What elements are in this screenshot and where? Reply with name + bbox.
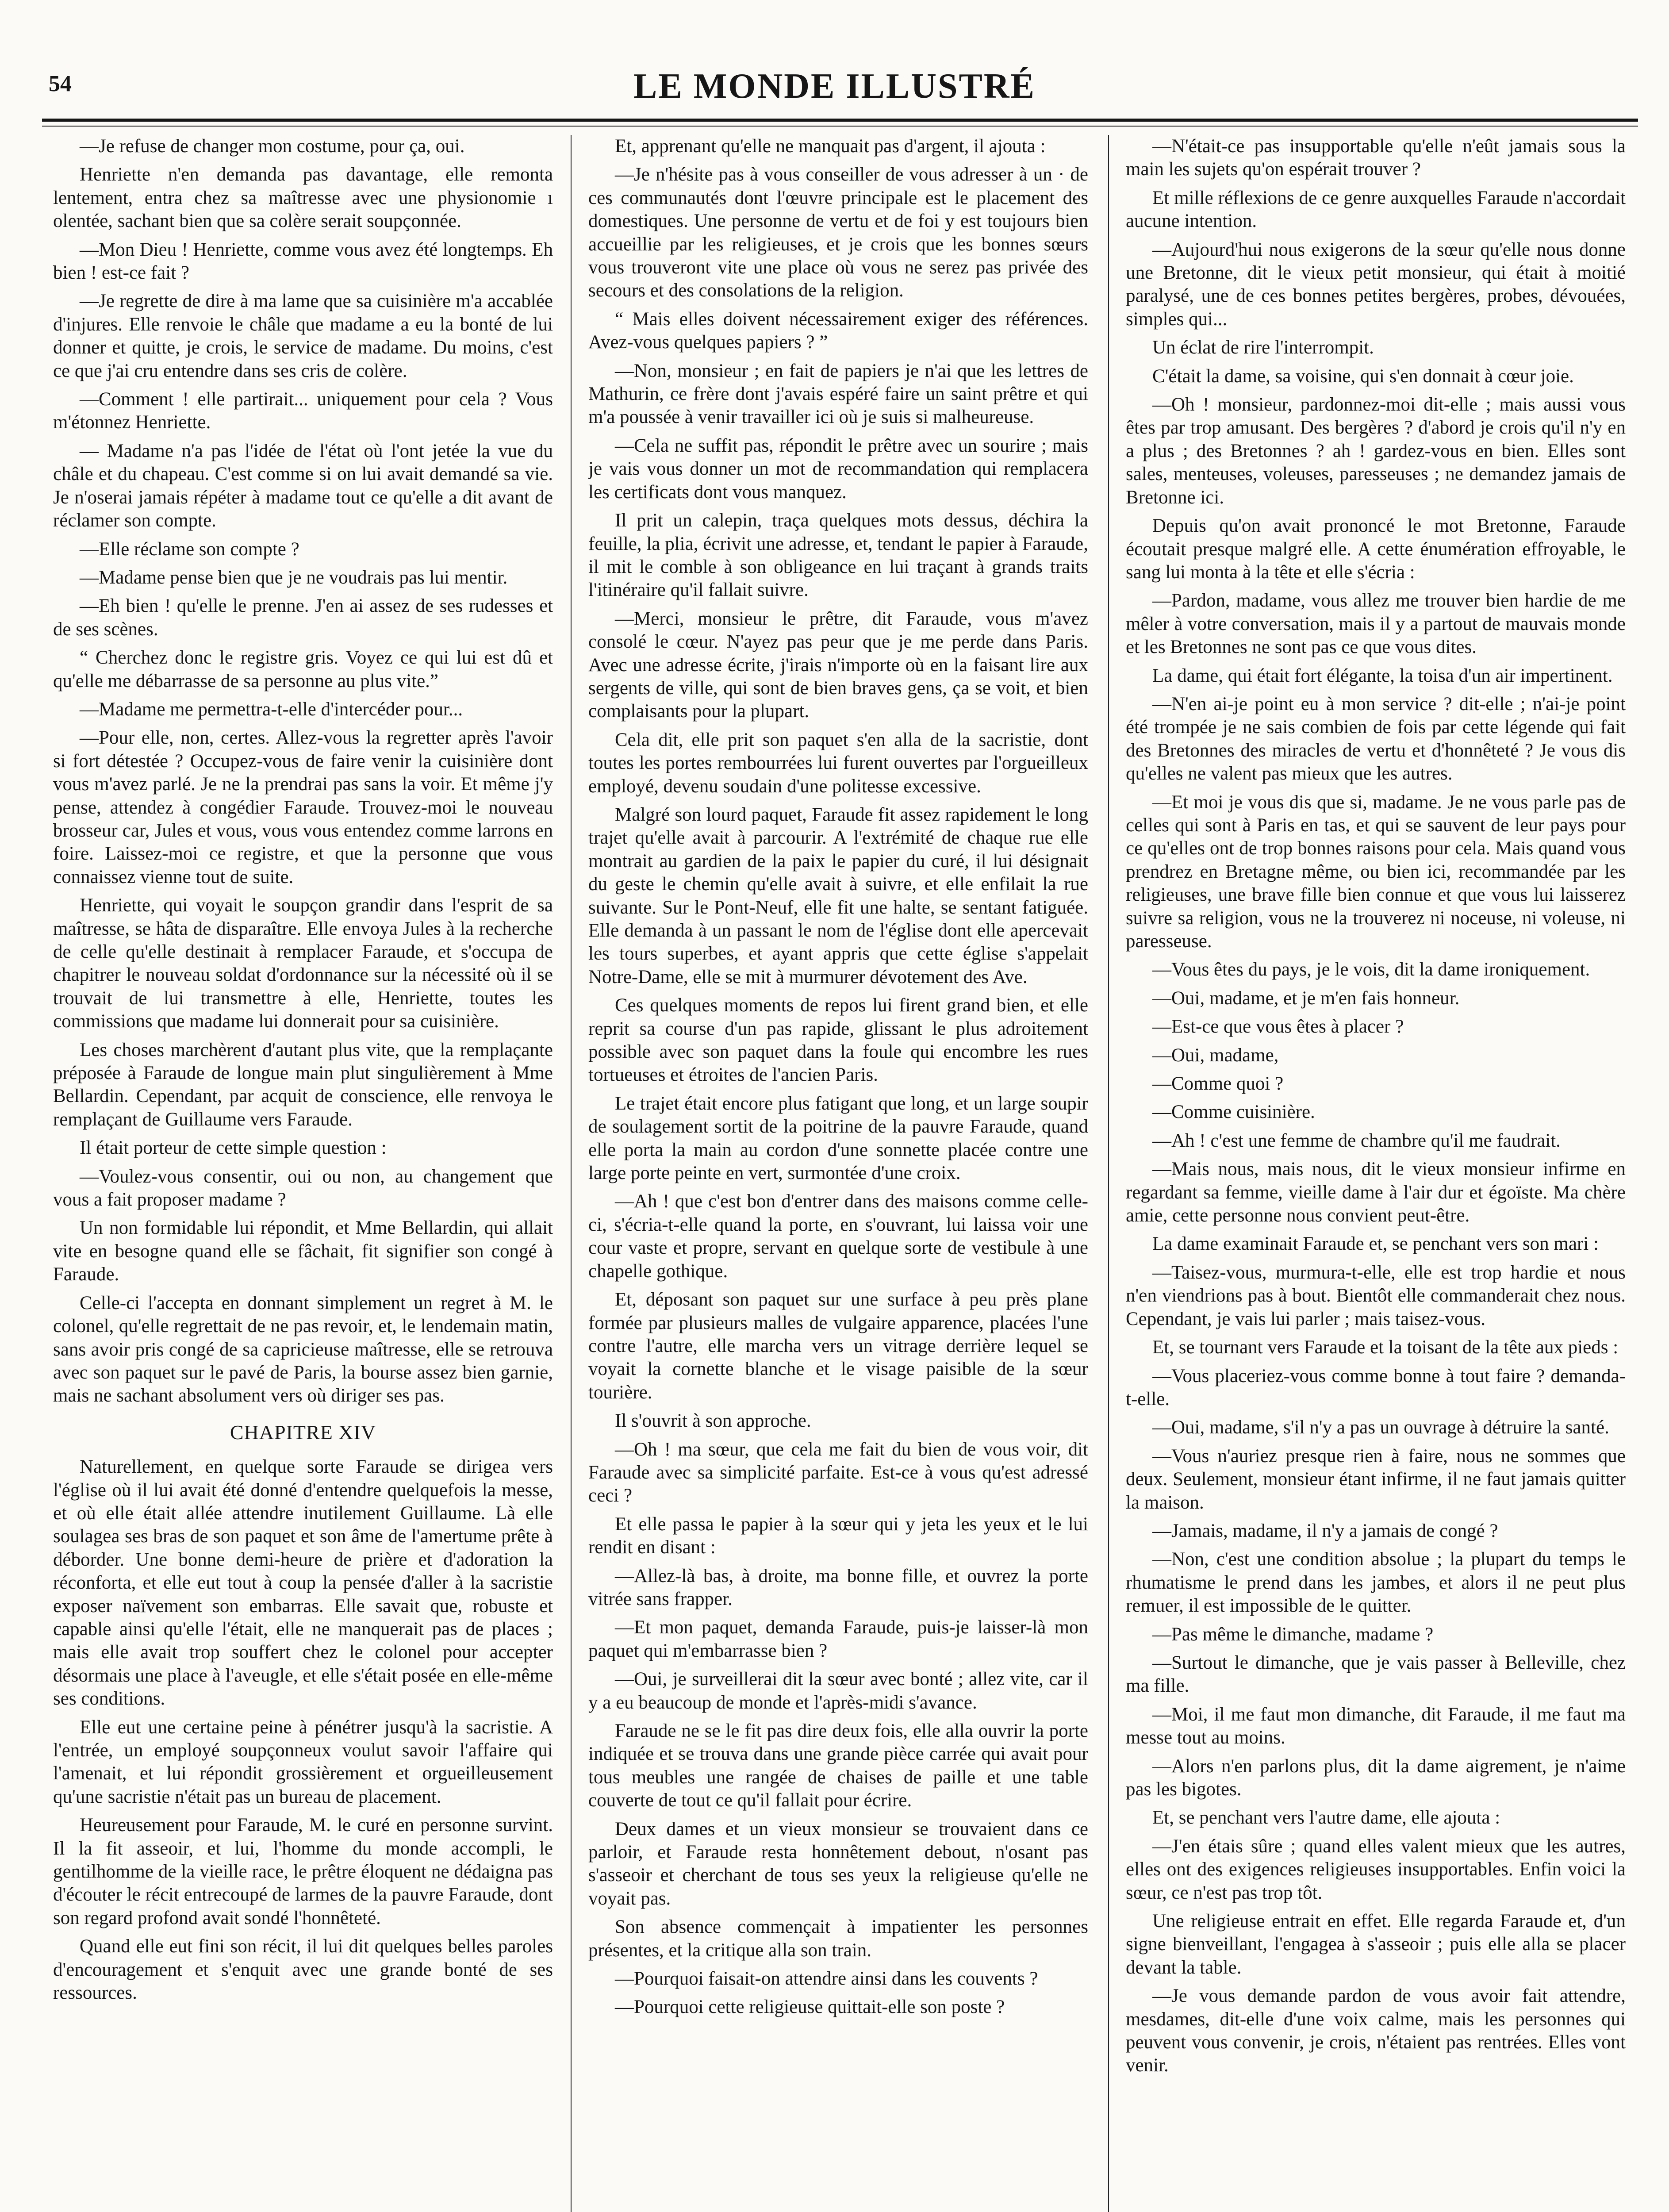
paragraph: —Vous êtes du pays, je le vois, dit la dame ironiquement. (1152, 959, 1590, 980)
header-rule-thick (42, 119, 1638, 122)
paragraph: Et, se tournant vers Faraude et la toisant de la tête aux pieds : (1152, 1337, 1619, 1358)
paragraph: Il prit un calepin, traça quelques mots dessus, déchira la feuille, la plia, écrivit une adresse, et, tendant le papier à Faraude, il mit le comble à son obligeance en lui traçant à grands traits l'itinéraire qu'il fallait suivre. (588, 510, 1088, 601)
column-2 (588, 135, 1088, 2212)
paragraph: —N'en ai-je point eu à mon service ? dit-elle ; n'ai-je point été trompée je ne sais combien de fois par cette légende qui fait des Bretonnes des miracles de vertu et d'honnêteté ? Je vous dis qu'elles ne valent pas mieux que les autres. (1126, 693, 1626, 784)
paragraph: —Pardon, madame, vous allez me trouver bien hardie de me mêler à votre conversation, mais il y a partout de mauvais monde et les Bretonnes ne sont pas ce que vous dites. (1126, 590, 1626, 658)
header-rule-thin (42, 126, 1638, 127)
paragraph: —Aujourd'hui nous exigerons de la sœur qu'elle nous donne une Bretonne, dit le vieux petit monsieur, qui était à moitié paralysé, une de ces bonnes petites bergères, probes, dévouées, simples qui... (1126, 239, 1626, 330)
paragraph: Ces quelques moments de repos lui firent grand bien, et elle reprit sa course d'un pas rapide, glissant le plus adroitement possible avec son paquet dans la foule qui encombre les rues tortueuses et étroites de l'ancien Paris. (588, 995, 1088, 1086)
column-3 (1126, 135, 1626, 2212)
paragraph: —Mon Dieu ! Henriette, comme vous avez été longtemps. Eh bien ! est-ce fait ? (53, 239, 553, 284)
paragraph: —Oh ! monsieur, pardonnez-moi dit-elle ; mais aussi vous êtes par trop amusant. Des bergères ? d'abord je crois qu'il n'y en a plus ; des Bretonnes ? ah ! gardez-vous en bien. Elles sont sales, menteuses, voleuses, paresseuses ; ne demandez jamais de Bretonne ici. (1126, 394, 1626, 508)
paragraph: —Mais nous, mais nous, dit le vieux monsieur infirme en regardant sa femme, vieille dame à l'air dur et égoïste. Ma chère amie, cette personne nous convient peut-être. (1126, 1159, 1626, 1226)
paragraph: “ Cherchez donc le registre gris. Voyez ce qui lui est dû et qu'elle me débarrasse de sa personne au plus vite.” (53, 647, 553, 691)
paragraph: Henriette, qui voyait le soupçon grandir dans l'esprit de sa maîtresse, se hâta de disparaître. Elle envoya Jules à la recherche de celle qu'elle destinait à remplacer Faraude, et s'occupa de chapitrer le nouveau soldat d'ordonnance sur la nécessité où il se trouvait de lui transmettre à elle, Henriette, toutes les commissions que madame lui donnerait pour sa cuisinière. (53, 895, 553, 1032)
paragraph: —Oui, madame, (1152, 1045, 1279, 1066)
paragraph: Depuis qu'on avait prononcé le mot Bretonne, Faraude écoutait presque malgré elle. A cette énumération effroyable, le sang lui monta à la tête et elle s'écria : (1126, 515, 1626, 583)
paragraph: C'était la dame, sa voisine, qui s'en donnait à cœur joie. (1152, 365, 1574, 387)
paragraph: Il était porteur de cette simple question : (80, 1137, 387, 1159)
paragraph: —Moi, il me faut mon dimanche, dit Faraude, il me faut ma messe tout au moins. (1126, 1704, 1626, 1748)
paragraph: Malgré son lourd paquet, Faraude fit assez rapidement le long trajet qu'elle avait à parcourir. A l'extrémité de chaque rue elle montrait au gardien de la paix le papier du curé, il lui désignait du geste le chemin qu'elle avait à suivre, et elle enfilait la rue suivante. Sur le Pont-Neuf, elle fit une halte, se sentant fatiguée. Elle demanda à un passant le nom de l'église dont elle apercevait les tours superbes, et ayant appris que cette église s'appelait Notre-Dame, elle se mit à murmurer dévotement des Ave. (588, 804, 1088, 987)
paragraph: —Je refuse de changer mon costume, pour ça, oui. (80, 136, 465, 157)
paragraph: —Ah ! c'est une femme de chambre qu'il me faudrait. (1152, 1130, 1561, 1151)
paragraph: —Pas même le dimanche, madame ? (1152, 1624, 1434, 1645)
column-1-paragraphs (53, 135, 553, 1408)
paragraph: Et mille réflexions de ce genre auxquelles Faraude n'accordait aucune intention. (1126, 187, 1626, 232)
paragraph: Et, déposant son paquet sur une surface à peu près plane formée par plusieurs malles de vulgaire apparence, placées l'une contre l'autre, elle marcha vers un vitrage derrière lequel se voyait la cornette blanche et le visage paisible de la sœur tourière. (588, 1289, 1088, 1403)
paragraph: Un non formidable lui répondit, et Mme Bellardin, qui allait vite en besogne quand elle se fâchait, fit signifier son congé à Faraude. (53, 1217, 553, 1285)
paragraph: —Voulez-vous consentir, oui ou non, au changement que vous a fait proposer madame ? (53, 1166, 553, 1210)
paragraph: Henriette n'en demanda pas davantage, elle remonta lentement, entra chez sa maîtresse avec une physionomie ı olentée, sachant bien que sa colère serait soupçonnée. (53, 164, 553, 232)
paragraph: —Alors n'en parlons plus, dit la dame aigrement, je n'aime pas les bigotes. (1126, 1755, 1626, 1800)
paragraph: “ Mais elles doivent nécessairement exiger des références. Avez-vous quelques papiers ? ” (588, 308, 1088, 353)
column-divider (571, 135, 572, 2212)
paragraph: —Pour elle, non, certes. Allez-vous la regretter après l'avoir si fort détestée ? Occupez-vous de faire venir la cuisinière dont vous m'avez parlé. Je ne la prendrai pas sans la voir. Et même j'y pense, attendez à congédier Faraude. Trouvez-moi le nouveau brosseur car, Jules et vous, vous vous entendez comme larrons en foire. Laissez-moi ce registre, et que la personne que vous connaissez vienne tout de suite. (53, 727, 553, 887)
paragraph: —Vous placeriez-vous comme bonne à tout faire ? demanda-t-elle. (1126, 1365, 1626, 1409)
paragraph: —Et mon paquet, demanda Faraude, puis-je laisser-là mon paquet qui m'embarrasse bien ? (588, 1617, 1088, 1661)
paragraph: La dame examinait Faraude et, se penchant vers son mari : (1152, 1233, 1599, 1255)
paragraph: Quand elle eut fini son récit, il lui dit quelques belles paroles d'encouragement et s'enquit avec une grande bonté de ses ressources. (53, 1936, 553, 2004)
paragraph: —Non, c'est une condition absolue ; la plupart du temps le rhumatisme le prend dans les jambes, et alors il ne peut plus remuer, il est impossible de le quitter. (1126, 1549, 1626, 1617)
paragraph: —Allez-là bas, à droite, ma bonne fille, et ouvrez la porte vitrée sans frapper. (588, 1565, 1088, 1609)
paragraph: —Oui, madame, s'il n'y a pas un ouvrage à détruire la santé. (1152, 1417, 1609, 1438)
paragraph: —Oh ! ma sœur, que cela me fait du bien de vous voir, dit Faraude avec sa simplicité parfaite. Est-ce à vous qu'est adressé ceci ? (588, 1439, 1088, 1506)
paragraph: Une religieuse entrait en effet. Elle regarda Faraude et, d'un signe bienveillant, l'engagea à s'asseoir ; puis elle alla se placer devant la table. (1126, 1911, 1626, 1978)
paragraph: Heureusement pour Faraude, M. le curé en personne survint. Il la fit asseoir, et lui, l'homme du monde accompli, le gentilhomme de la vieille race, le prêtre éloquent ne dédaigna pas d'écouter le récit entrecoupé de larmes de la pauvre Faraude, dont son regard profond avait sondé l'honnêteté. (53, 1815, 553, 1928)
paragraph: —Comment ! elle partirait... uniquement pour cela ? Vous m'étonnez Henriette. (53, 389, 553, 433)
paragraph: —Eh bien ! qu'elle le prenne. J'en ai assez de ses rudesses et de ses scènes. (53, 595, 553, 640)
paragraph: —Taisez-vous, murmura-t-elle, elle est trop hardie et nous n'en viendrions pas à bout. Bientôt elle commanderait chez nous. Cependant, je vais lui parler ; mais taisez-vous. (1126, 1262, 1626, 1329)
paragraph: Et, apprenant qu'elle ne manquait pas d'argent, il ajouta : (615, 136, 1046, 157)
column-divider (1108, 135, 1109, 2212)
paragraph: Et elle passa le papier à la sœur qui y jeta les yeux et le lui rendit en disant : (588, 1513, 1088, 1558)
column-1 (53, 135, 553, 2212)
paragraph: —Je regrette de dire à ma lame que sa cuisinière m'a accablée d'injures. Elle renvoie le châle que madame a eu la bonté de lui donner et quitte, je crois, le service de madame. Du moins, c'est ce que j'ai cru entendre dans ses cris de colère. (53, 291, 553, 381)
paragraph: —Je vous demande pardon de vous avoir fait attendre, mesdames, dit-elle d'une voix calme, mais les personnes qui peuvent vous convenir, je crois, n'étaient pas rentrées. Elles vont venir. (1126, 1985, 1626, 2076)
paragraph: Et, se penchant vers l'autre dame, elle ajouta : (1152, 1807, 1500, 1828)
paragraph: —Vous n'auriez presque rien à faire, nous ne sommes que deux. Seulement, monsieur étant infirme, il ne faut jamais quitter la maison. (1126, 1445, 1626, 1513)
paragraph: Un éclat de rire l'interrompit. (1152, 337, 1374, 358)
paragraph: —Pourquoi faisait-on attendre ainsi dans les couvents ? (615, 1968, 1038, 1989)
paragraph: —Pourquoi cette religieuse quittait-elle son poste ? (615, 1997, 1005, 2018)
paragraph: Elle eut une certaine peine à pénétrer jusqu'à la sacristie. A l'entrée, un employé soupçonneux voulut savoir l'affaire qui l'amenait, et lui répondit grossièrement et orgueilleusement qu'une sacristie n'était pas un bureau de placement. (53, 1717, 553, 1807)
paragraph: —Surtout le dimanche, que je vais passer à Belleville, chez ma fille. (1126, 1652, 1626, 1697)
paragraph: Deux dames et un vieux monsieur se trouvaient dans ce parloir, et Faraude resta honnêtement debout, n'osant pas s'asseoir et cherchant de tous ses yeux la religieuse qu'elle ne voyait pas. (588, 1818, 1088, 1909)
paragraph: —Est-ce que vous êtes à placer ? (1152, 1016, 1404, 1037)
paragraph: —Madame me permettra-t-elle d'intercéder pour... (80, 699, 463, 720)
paragraph: —Comme quoi ? (1152, 1073, 1284, 1094)
paragraph: —Oui, je surveillerai dit la sœur avec bonté ; allez vite, car il y a eu beaucoup de monde et l'après-midi s'avance. (588, 1669, 1088, 1713)
page-number: 54 (49, 71, 72, 96)
paragraph: —Merci, monsieur le prêtre, dit Faraude, vous m'avez consolé le cœur. N'ayez pas peur que je me perde dans Paris. Avec une adresse écrite, j'irais n'importe où en la faisant lire aux sergents de ville, qui sont de bien braves gens, ça se voit, et bien complaisants pour la plupart. (588, 608, 1088, 722)
paragraph: —Jamais, madame, il n'y a jamais de congé ? (1152, 1520, 1498, 1541)
paragraph: —Et moi je vous dis que si, madame. Je ne vous parle pas de celles qui sont à Paris en tas, et qui se sauvent de leur pays pour ce qu'elles ont de trop bonnes raisons pour cela. Mais quand vous prendrez en Bretagne même, ou bien ici, recommandée par les religieuses, une brave fille bien connue et que vous lui laisserez suivre sa religion, vous ne la trouverez ni noceuse, ni voleuse, ni paresseuse. (1126, 791, 1626, 952)
paragraph: La dame, qui était fort élégante, la toisa d'un air impertinent. (1152, 665, 1613, 686)
paragraph: Faraude ne se le fit pas dire deux fois, elle alla ouvrir la porte indiquée et se trouva dans une grande pièce carrée qui avait pour tous meubles une rangée de chaises de paille et une table couverte de tout ce qu'il fallait pour écrire. (588, 1720, 1088, 1811)
chapter-heading: CHAPITRE XIV (230, 1421, 376, 1444)
paragraph: Naturellement, en quelque sorte Faraude se dirigea vers l'église où il lui avait été donné d'entendre quelquefois la messe, et où elle était allée attendre inutilement Guillaume. Là elle soulagea ses bras de son paquet et son âme de l'amertume prête à déborder. Une bonne demi-heure de prière et d'adoration la réconforta, et elle eut tout à coup la pensée d'aller à la sacristie exposer naïvement son embarras. Elle savait que, robuste et capable ainsi qu'elle l'était, elle ne manquerait pas de places ; mais elle avait trop souffert chez le colonel pour accepter désormais une place à l'aveugle, et elle s'était posée en elle-même ses conditions. (53, 1456, 553, 1709)
paragraph: Son absence commençait à impatienter les personnes présentes, et la critique alla son train. (588, 1916, 1088, 1961)
paragraph: — Madame n'a pas l'idée de l'état où l'ont jetée la vue du châle et du chapeau. C'est comme si on lui avait demandé sa vie. Je n'oserai jamais répéter à madame tout ce qu'elle a dit avant de réclamer son compte. (53, 440, 553, 531)
paragraph: —J'en étais sûre ; quand elles valent mieux que les autres, elles ont des exigences religieuses insupportables. Enfin voici la sœur, ce n'est pas trop tôt. (1126, 1836, 1626, 1903)
chapter-paragraphs (53, 1455, 553, 2005)
masthead: LE MONDE ILLUSTRÉ (633, 67, 1036, 106)
paragraph: —N'était-ce pas insupportable qu'elle n'eût jamais sous la main les sujets qu'on espérait trouver ? (1126, 136, 1626, 180)
paragraph: —Non, monsieur ; en fait de papiers je n'ai que les lettres de Mathurin, ce frère dont j'avais espéré faire un saint prêtre et qui m'a poussée à venir travailler ici où je suis si malheureuse. (588, 360, 1088, 428)
paragraph: —Madame pense bien que je ne voudrais pas lui mentir. (80, 567, 508, 588)
paragraph: Cela dit, elle prit son paquet s'en alla de la sacristie, dont toutes les portes rembourrées lui furent ouvertes par l'orgueilleux employé, devenu soudain d'une politesse excessive. (588, 729, 1088, 797)
paragraph: —Ah ! que c'est bon d'entrer dans des maisons comme celle-ci, s'écria-t-elle quand la porte, en s'ouvrant, lui laissa voir une cour vaste et propre, servant en quelque sorte de vestibule à une chapelle gothique. (588, 1191, 1088, 1282)
paragraph: —Comme cuisinière. (1152, 1102, 1315, 1123)
paragraph: —Oui, madame, et je m'en fais honneur. (1152, 987, 1460, 1009)
paragraph: —Je n'hésite pas à vous conseiller de vous adresser à un · de ces communautés dont l'œuvre principale est le placement des domestiques. Une personne de vertu et de foi y est toujours bien accueillie par les religieuses, et je crois que les bonnes sœurs vous trouveront vite une place où vous ne serez pas privée des secours et des consolations de la religion. (588, 164, 1088, 301)
paragraph: Le trajet était encore plus fatigant que long, et un large soupir de soulagement sortit de la poitrine de la pauvre Faraude, quand elle porta la main au cordon d'une sonnette placée contre une large porte peinte en vert, surmontée d'une croix. (588, 1093, 1088, 1184)
paragraph: —Cela ne suffit pas, répondit le prêtre avec un sourire ; mais je vais vous donner un mot de recommandation qui remplacera les certificats dont vous manquez. (588, 435, 1088, 503)
paragraph: Les choses marchèrent d'autant plus vite, que la remplaçante préposée à Faraude de longue main plut singulièrement à Mme Bellardin. Cependant, par acquit de conscience, elle renvoya le remplaçant de Guillaume vers Faraude. (53, 1039, 553, 1130)
paragraph: Celle-ci l'accepta en donnant simplement un regret à M. le colonel, qu'elle regrettait de ne pas revoir, et, le lendemain matin, sans avoir pris congé de sa capricieuse maîtresse, elle se retrouva avec son paquet sur le pavé de Paris, la bourse assez bien garnie, mais ne sachant absolument vers où diriger ses pas. (53, 1292, 553, 1406)
paragraph: —Elle réclame son compte ? (80, 538, 299, 560)
paragraph: Il s'ouvrit à son approche. (615, 1410, 811, 1432)
